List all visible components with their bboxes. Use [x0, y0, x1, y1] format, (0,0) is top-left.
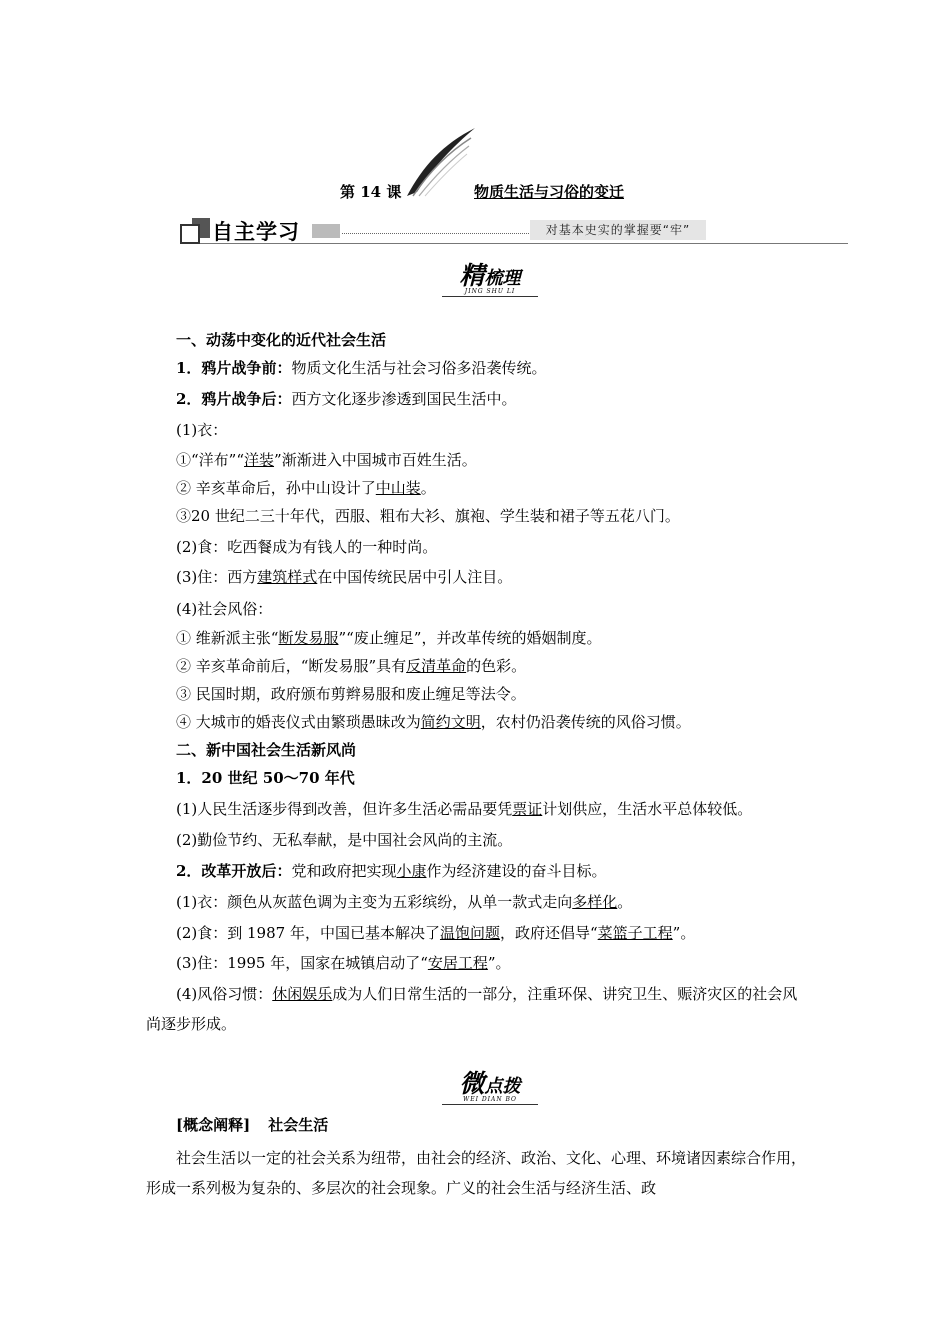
line-15-text-b: 计划供应，生活水平总体较低。 [542, 800, 753, 818]
deco-pinyin: WEI DIAN BO [463, 1096, 517, 1103]
line-16: (2)勤俭节约、无私奉献，是中国社会风尚的主流。 [176, 831, 513, 849]
line-15-text-a: (1)人民生活逐步得到改善，但许多生活必需品要凭 [176, 800, 513, 818]
blank-anju: 安居工程 [427, 954, 488, 972]
blank-jianyue: 简约文明 [420, 713, 481, 731]
line-10-text-a: ① 维新派主张“ [176, 629, 279, 647]
wei-dian-bo-heading [425, 1064, 555, 1105]
line-17-text-a: 党和政府把实现 [291, 862, 397, 880]
line-13 [176, 712, 691, 732]
paragraph-customs [146, 979, 808, 1039]
deco-small-chars: 点拨 [484, 1076, 521, 1097]
line-1 [176, 358, 546, 378]
line-7: (2)食：吃西餐成为有钱人的一种时尚。 [176, 538, 438, 556]
heading-2: 二、新中国社会生活新风尚 [176, 741, 357, 759]
line-17 [176, 861, 607, 881]
line-18-text-b: 。 [617, 893, 633, 911]
blank-wenbao: 温饱问题 [439, 924, 500, 942]
lesson-number: 第 14 课 [340, 183, 402, 201]
blank-xiaokang: 小康 [396, 862, 427, 880]
line-5 [176, 478, 436, 498]
blank-fanqing: 反清革命 [406, 657, 467, 675]
deco-underline [442, 296, 538, 297]
concept-heading [176, 1115, 328, 1135]
line-5-text-b: 。 [420, 479, 436, 497]
paragraph-concept: 社会生活以一定的社会关系为纽带，由社会的经济、政治、文化、心理、环境诸因素综合作用，形成一系列极为复杂的、多层次的社会现象。广义的社会生活与经济生活、政 [146, 1149, 807, 1197]
swoosh-ornament-icon [405, 126, 477, 198]
paragraph-customs-label: (4)风俗习惯： [176, 985, 273, 1003]
line-19-text-b: ，政府还倡导“ [499, 924, 598, 942]
line-8-text-a: (3)住：西方 [176, 568, 258, 586]
line-6: ③20 世纪二三十年代，西服、粗布大衫、旗袍、学生装和裙子等五花八门。 [176, 507, 680, 525]
section-checkbox-icon [180, 224, 200, 244]
line-10 [176, 628, 601, 648]
line-18-text-a: (1)衣：颜色从灰蓝色调为主变为五彩缤纷，从单一款式走向 [176, 893, 573, 911]
blank-xiuxian: 休闲娱乐 [272, 985, 333, 1003]
line-11-text-b: 的色彩。 [466, 657, 527, 675]
line-4-text-b: ”渐渐进入中国城市百姓生活。 [274, 451, 477, 469]
line-19-text-a: (2)食：到 1987 年，中国已基本解决了 [176, 924, 440, 942]
line-19 [176, 923, 695, 943]
section-label: 自主学习 [212, 220, 300, 244]
line-5-text-a: ② 辛亥革命后，孙中山设计了 [176, 479, 376, 497]
blank-yangzhuang: 洋装 [244, 451, 275, 469]
line-3: (1)衣： [176, 421, 228, 439]
line-13-text-a: ④ 大城市的婚丧仪式由繁琐愚昧改为 [176, 713, 421, 731]
jing-shu-li-heading [425, 256, 555, 297]
line-19-text-c: ”。 [672, 924, 696, 942]
blank-duoyanghua: 多样化 [572, 893, 618, 911]
deco-small-chars: 梳理 [484, 268, 521, 289]
line-20 [176, 953, 511, 973]
line-8-text-b: 在中国传统民居中引人注目。 [317, 568, 513, 586]
line-4 [176, 450, 477, 470]
blank-piaozheng: 票证 [512, 800, 543, 818]
line-8 [176, 567, 512, 587]
line-9: (4)社会风俗： [176, 600, 273, 618]
deco-big-char: 精 [459, 261, 485, 290]
section-underline [200, 243, 848, 244]
line-11-text-a: ② 辛亥革命前后，“断发易服”具有 [176, 657, 407, 675]
line-2-text: 西方文化逐步渗透到国民生活中。 [291, 390, 517, 408]
blank-jianzhu: 建筑样式 [257, 568, 318, 586]
section-grey-block [312, 224, 340, 238]
line-2 [176, 389, 516, 409]
deco-big-char: 微 [459, 1069, 485, 1098]
line-10-text-b: ”“废止缠足”，并改革传统的婚姻制度。 [338, 629, 602, 647]
line-14: 1．20 世纪 50～70 年代 [176, 769, 355, 787]
line-1-label: 1．鸦片战争前： [176, 359, 292, 377]
line-20-text-b: ”。 [487, 954, 511, 972]
line-4-text-a: ①“洋布”“ [176, 451, 245, 469]
line-20-text-a: (3)住：1995 年，国家在城镇启动了“ [176, 954, 428, 972]
blank-zhongshanzhuang: 中山装 [375, 479, 421, 497]
line-2-label: 2．鸦片战争后： [176, 390, 292, 408]
line-1-text: 物质文化生活与社会习俗多沿袭传统。 [291, 359, 547, 377]
section-header-bar [180, 216, 848, 246]
heading-1: 一、动荡中变化的近代社会生活 [176, 331, 387, 349]
line-15 [176, 799, 752, 819]
line-17-text-b: 作为经济建设的奋斗目标。 [426, 862, 607, 880]
deco-pinyin: JING SHU LI [464, 288, 516, 295]
concept-label: [概念阐释] [176, 1116, 251, 1134]
paragraph-customs-text: 成为人们日常生活的一部分，注重环保、讲究卫生、赈济灾区的社会风尚逐步形成。 [146, 985, 798, 1033]
blank-duanfa: 断发易服 [278, 629, 339, 647]
lesson-name: 物质生活与习俗的变迁 [474, 183, 625, 201]
deco-underline [442, 1104, 538, 1105]
line-18 [176, 892, 632, 912]
line-13-text-b: ，农村仍沿袭传统的风俗习惯。 [480, 713, 691, 731]
line-12: ③ 民国时期，政府颁布剪辫易服和废止缠足等法令。 [176, 685, 526, 703]
line-11 [176, 656, 526, 676]
section-tagline: 对基本史实的掌握要“牢” [530, 220, 706, 240]
concept-title: 社会生活 [268, 1116, 329, 1134]
line-17-label: 2．改革开放后： [176, 862, 292, 880]
blank-cailanzi: 菜篮子工程 [597, 924, 673, 942]
